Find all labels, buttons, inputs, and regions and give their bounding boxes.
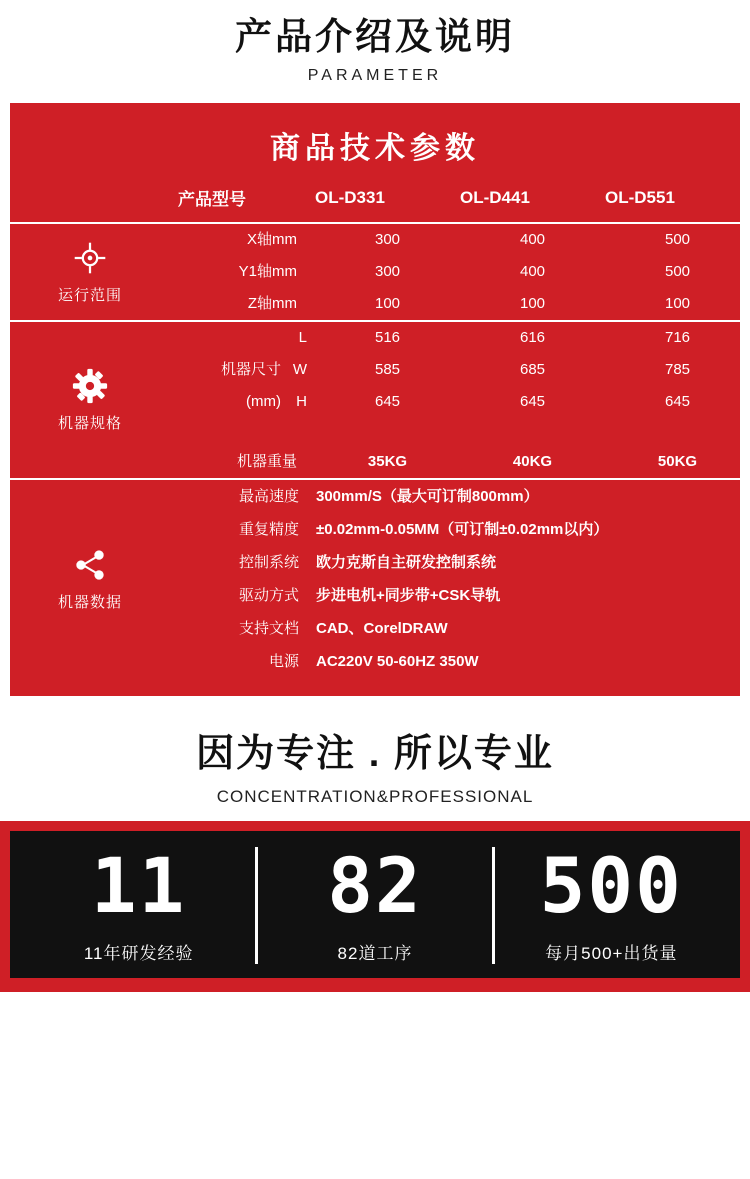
stat-item xyxy=(255,841,491,964)
spec-panel xyxy=(10,103,740,696)
machine-data-icon-cell xyxy=(10,479,170,678)
row-label-x: X轴mm xyxy=(170,223,315,256)
stat-caption-shipments: 每月500+出货量 xyxy=(545,943,678,963)
page-title: 产品介绍及说明 xyxy=(235,16,515,57)
data-label-control: 控制系统 xyxy=(238,554,299,572)
row-y1-d331: 300 xyxy=(374,263,401,281)
section-machine-data xyxy=(10,479,750,513)
page-header xyxy=(0,0,750,85)
machine-data-label: 机器数据 xyxy=(57,593,122,611)
machine-size-label: 机器尺寸 xyxy=(220,361,281,379)
row-y1-d551: 500 xyxy=(664,263,691,281)
slogan-chinese: 因为专注 . 所以专业 xyxy=(196,733,554,776)
dim-h-d551: 645 xyxy=(664,393,691,411)
spec-col-model-label: 产品型号 xyxy=(178,190,246,210)
spec-col-d551: OL-D551 xyxy=(605,187,675,207)
share-icon xyxy=(72,547,108,583)
row-z-d331: 100 xyxy=(374,295,401,313)
dim-w-d441: 685 xyxy=(519,361,546,379)
stat-number-shipments: 500 xyxy=(539,841,683,931)
data-label-drive: 驱动方式 xyxy=(238,587,299,605)
spec-col-d331: OL-D331 xyxy=(315,187,385,207)
stat-item xyxy=(22,841,255,964)
target-icon xyxy=(72,240,108,276)
spec-col-d441: OL-D441 xyxy=(460,187,530,207)
stat-number-processes: 82 xyxy=(327,841,423,931)
data-value-precision: ±0.02mm-0.05MM（可订制±0.02mm以内） xyxy=(316,521,609,539)
weight-d551: 50KG xyxy=(657,453,698,471)
row-x-d331: 300 xyxy=(315,223,460,256)
data-value-docs: CAD、CorelDRAW xyxy=(316,620,448,638)
slogan-english: CONCENTRATION&PROFESSIONAL xyxy=(216,787,534,807)
dim-h-d331: 645 xyxy=(374,393,401,411)
machine-spec-icon-cell xyxy=(10,321,170,479)
dim-l-d441: 616 xyxy=(460,321,605,354)
stats-band xyxy=(0,821,750,992)
dim-l-d551: 716 xyxy=(605,321,750,354)
data-value-drive: 步进电机+同步带+CSK导轨 xyxy=(316,587,501,605)
dim-h-d441: 645 xyxy=(519,393,546,411)
travel-range-label: 运行范围 xyxy=(57,286,122,304)
row-x-d441: 400 xyxy=(460,223,605,256)
row-label-y1: Y1轴mm xyxy=(238,263,297,281)
row-z-d551: 100 xyxy=(664,295,691,313)
gear-icon xyxy=(72,368,108,404)
data-label-docs: 支持文档 xyxy=(238,620,299,638)
machine-size-unit: (mm) xyxy=(246,393,281,411)
dim-letter-h: H xyxy=(296,393,307,411)
dim-w-d331: 585 xyxy=(374,361,401,379)
row-z-d441: 100 xyxy=(519,295,546,313)
stat-caption-processes: 82道工序 xyxy=(337,943,413,963)
dim-row-h-label xyxy=(170,386,315,418)
data-value-control: 欧力克斯自主研发控制系统 xyxy=(316,554,497,572)
travel-range-icon-cell xyxy=(10,223,170,321)
row-label-z: Z轴mm xyxy=(247,295,297,313)
machine-spec-label: 机器规格 xyxy=(57,414,122,432)
stat-caption-years: 11年研发经验 xyxy=(83,943,194,963)
data-value-power: AC220V 50-60HZ 350W xyxy=(316,653,479,671)
dim-row-l-label xyxy=(170,321,315,354)
stats-inner xyxy=(10,831,740,978)
row-label-weight: 机器重量 xyxy=(236,453,297,471)
data-label-precision: 重复精度 xyxy=(238,521,299,539)
stats-row xyxy=(22,841,728,964)
slogan-block xyxy=(0,696,750,821)
dim-w-d551: 785 xyxy=(664,361,691,379)
spec-title: 商品技术参数 xyxy=(270,132,480,166)
data-label-power: 电源 xyxy=(268,653,299,671)
row-x-d551: 500 xyxy=(605,223,750,256)
data-label-speed: 最高速度 xyxy=(170,479,315,513)
spec-header-row xyxy=(10,181,750,223)
row-y1-d441: 400 xyxy=(519,263,546,281)
section-machine-spec xyxy=(10,321,750,354)
dim-letter-l: L xyxy=(298,329,307,347)
dim-row-w-label xyxy=(170,354,315,386)
spec-table xyxy=(10,181,750,678)
dim-l-d331: 516 xyxy=(315,321,460,354)
stat-number-years: 11 xyxy=(90,841,187,931)
data-value-speed: 300mm/S（最大可订制800mm） xyxy=(315,479,750,513)
page-subtitle: PARAMETER xyxy=(307,67,443,85)
weight-d331: 35KG xyxy=(367,453,408,471)
section-travel-range xyxy=(10,223,750,256)
dim-letter-w: W xyxy=(292,361,307,379)
stat-item xyxy=(492,841,728,964)
weight-d441: 40KG xyxy=(512,453,553,471)
